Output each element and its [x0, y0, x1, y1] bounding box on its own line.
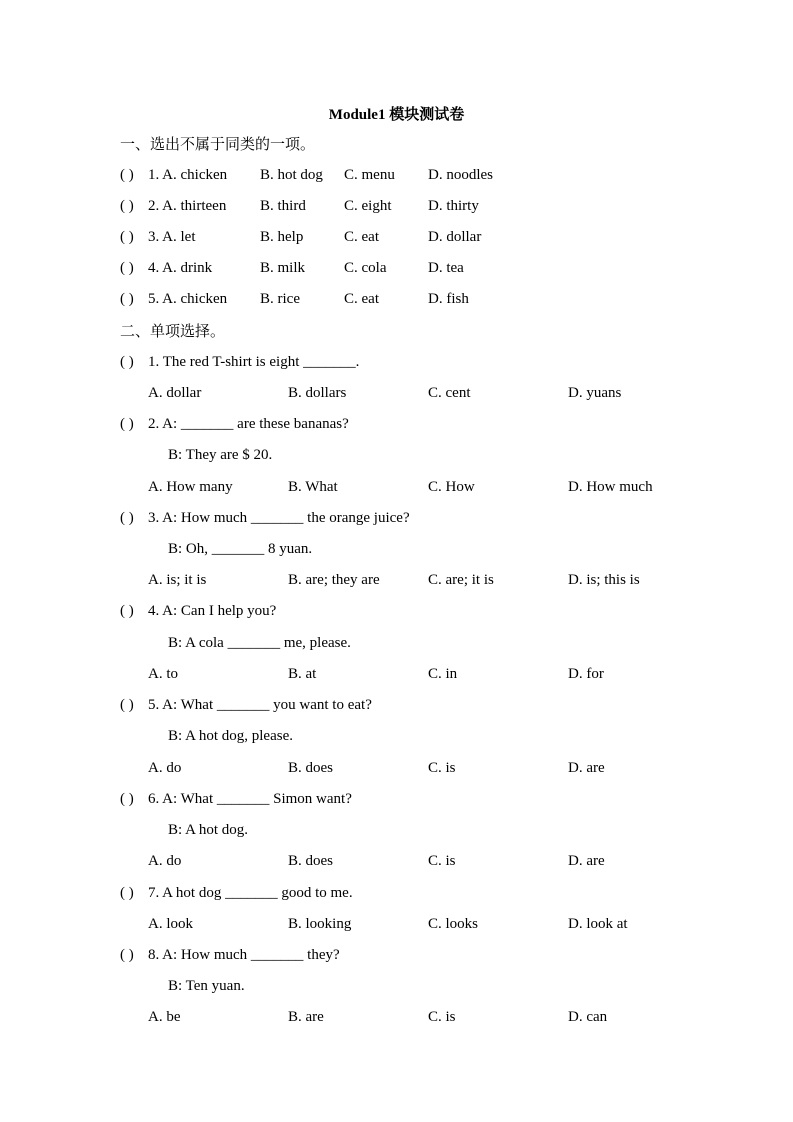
response-text: B: Oh, _______ 8 yuan.	[168, 541, 313, 557]
option-c: C. eat	[344, 229, 379, 245]
option-b: B. does	[288, 760, 333, 776]
option-b: B. are; they are	[288, 572, 380, 588]
answer-blank: ( )	[120, 416, 134, 432]
option-b: B. dollars	[288, 385, 347, 401]
section-1-heading: 一、选出不属于同类的一项。	[120, 137, 316, 153]
question-text: 8. A: How much _______ they?	[148, 947, 340, 963]
option-d: D. can	[568, 1009, 608, 1025]
page-title: Module1 模块测试卷	[328, 107, 465, 123]
option-c: C. cola	[344, 260, 387, 276]
option-d: D. for	[568, 666, 604, 682]
option-d: D. are	[568, 760, 605, 776]
option-d: D. is; this is	[568, 572, 640, 588]
response-text: B: Ten yuan.	[168, 978, 245, 994]
option-a: 2. A. thirteen	[148, 198, 227, 214]
option-d: D. are	[568, 853, 605, 869]
option-a: A. do	[148, 853, 182, 869]
answer-blank: ( )	[120, 697, 134, 713]
option-d: D. How much	[568, 479, 653, 495]
question-text: 3. A: How much _______ the orange juice?	[148, 510, 410, 526]
question-text: 4. A: Can I help you?	[148, 603, 277, 619]
option-b: B. looking	[288, 916, 352, 932]
option-d: D. thirty	[428, 198, 479, 214]
option-a: A. to	[148, 666, 178, 682]
option-c: C. is	[428, 853, 456, 869]
option-b: B. hot dog	[260, 167, 323, 183]
option-c: C. eat	[344, 291, 379, 307]
question-text: 2. A: _______ are these bananas?	[148, 416, 349, 432]
response-text: B: A hot dog.	[168, 822, 249, 838]
option-a: A. look	[148, 916, 193, 932]
answer-blank: ( )	[120, 885, 134, 901]
option-d: D. fish	[428, 291, 469, 307]
option-d: D. look at	[568, 916, 628, 932]
option-a: A. do	[148, 760, 182, 776]
answer-blank: ( )	[120, 291, 134, 307]
option-c: C. is	[428, 760, 456, 776]
answer-blank: ( )	[120, 603, 134, 619]
option-b: B. third	[260, 198, 306, 214]
option-c: C. cent	[428, 385, 471, 401]
option-c: C. in	[428, 666, 458, 682]
question-text: 1. The red T-shirt is eight _______.	[148, 354, 360, 370]
option-a: A. dollar	[148, 385, 202, 401]
option-a: 4. A. drink	[148, 260, 213, 276]
answer-blank: ( )	[120, 791, 134, 807]
option-a: A. is; it is	[148, 572, 207, 588]
option-a: 3. A. let	[148, 229, 196, 245]
option-d: D. dollar	[428, 229, 482, 245]
response-text: B: A cola _______ me, please.	[168, 635, 351, 651]
answer-blank: ( )	[120, 167, 134, 183]
option-b: B. does	[288, 853, 333, 869]
question-text: 5. A: What _______ you want to eat?	[148, 697, 372, 713]
option-b: B. at	[288, 666, 317, 682]
option-d: D. tea	[428, 260, 464, 276]
option-c: C. is	[428, 1009, 456, 1025]
response-text: B: They are $ 20.	[168, 447, 273, 463]
answer-blank: ( )	[120, 229, 134, 245]
answer-blank: ( )	[120, 510, 134, 526]
option-c: C. are; it is	[428, 572, 494, 588]
option-c: C. How	[428, 479, 475, 495]
option-b: B. milk	[260, 260, 306, 276]
option-d: D. noodles	[428, 167, 493, 183]
answer-blank: ( )	[120, 198, 134, 214]
answer-blank: ( )	[120, 354, 134, 370]
section-2-heading: 二、单项选择。	[120, 324, 226, 340]
question-text: 7. A hot dog _______ good to me.	[148, 885, 353, 901]
option-a: 5. A. chicken	[148, 291, 228, 307]
option-c: C. eight	[344, 198, 392, 214]
option-b: B. rice	[260, 291, 300, 307]
option-d: D. yuans	[568, 385, 622, 401]
option-c: C. looks	[428, 916, 479, 932]
response-text: B: A hot dog, please.	[168, 728, 293, 744]
option-b: B. are	[288, 1009, 324, 1025]
option-c: C. menu	[344, 167, 395, 183]
option-a: A. How many	[148, 479, 233, 495]
option-b: B. help	[260, 229, 304, 245]
answer-blank: ( )	[120, 947, 134, 963]
option-a: A. be	[148, 1009, 181, 1025]
option-a: 1. A. chicken	[148, 167, 228, 183]
question-text: 6. A: What _______ Simon want?	[148, 791, 352, 807]
answer-blank: ( )	[120, 260, 134, 276]
option-b: B. What	[288, 479, 338, 495]
